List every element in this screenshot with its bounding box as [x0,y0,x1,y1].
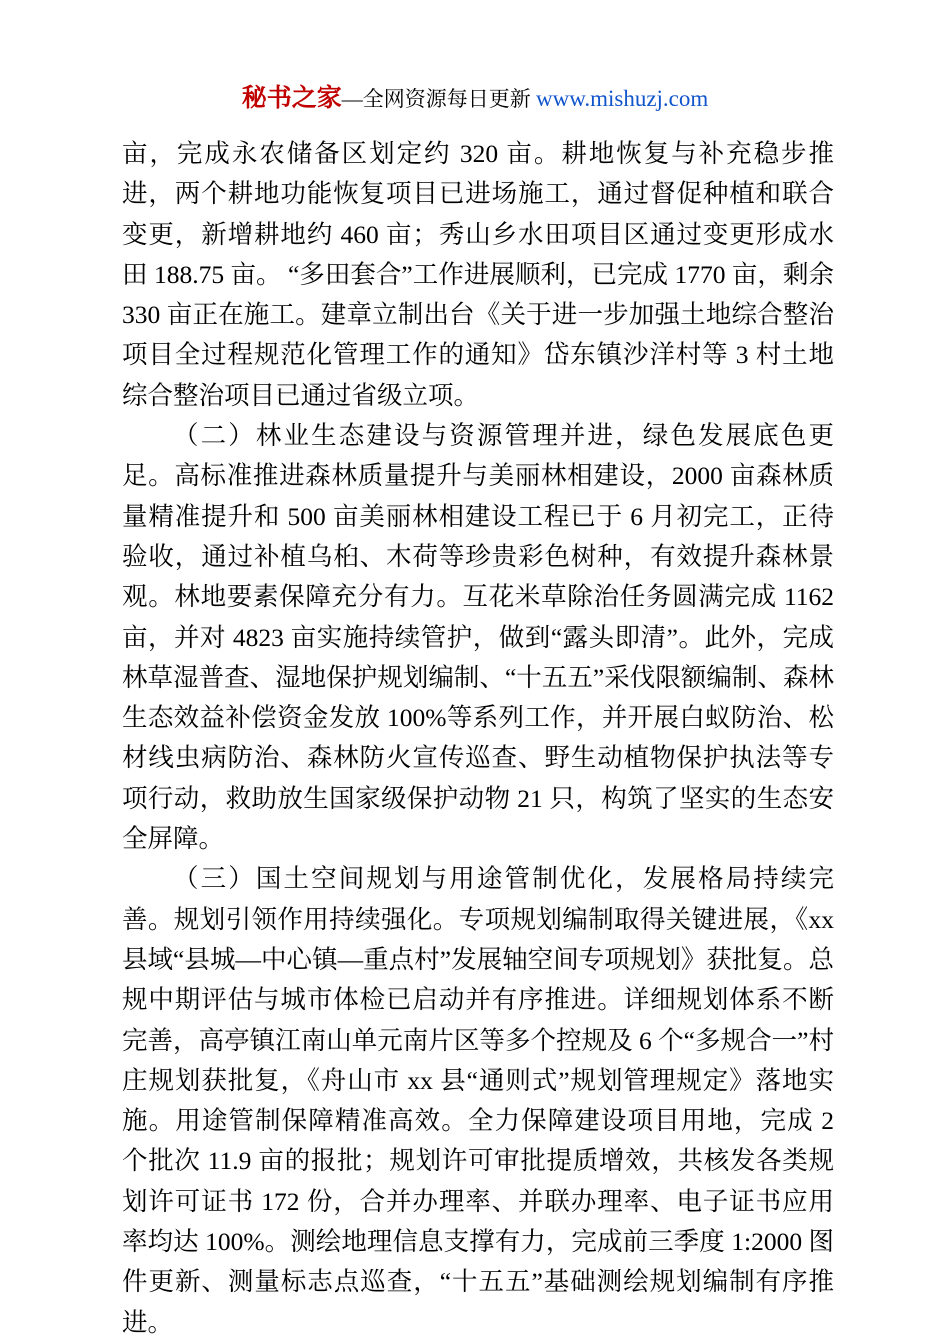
site-brand-name: 秘书之家 [241,85,342,112]
site-watermark-header [0,78,950,114]
paragraph-1: 亩，完成永农储备区划定约 320 亩。耕地恢复与补充稳步推进，两个耕地功能恢复项目已进场施工，通过督促种植和联合变更，新增耕地约 460 亩；秀山乡水田项目区通过变更形成水田 188.75 亩。 “多田套合”工作进展顺利，已完成 1770 亩，剩余 330 亩正在施工。建章立制出台《关于进一步加强土地综合整治项目全过程规范化管理工作的通知》岱东镇沙洋村等 3 村土地综合整治项目已通过省级立项。 [122,139,834,410]
paragraph-2: （二）林业生态建设与资源管理并进，绿色发展底色更足。高标准推进森林质量提升与美丽林相建设，2000 亩森林质量精准提升和 500 亩美丽林相建设工程已于 6 月初完工，正待验收，通过补植乌桕、木荷等珍贵彩色树种，有效提升森林景观。林地要素保障充分有力。互花米草除治任务圆满完成 1162 亩，并对 4823 亩实施持续管护，做到“露头即清”。此外，完成林草湿普查、湿地保护规划编制、“十五五”采伐限额编制、森林生态效益补偿资金发放 100%等系列工作，并开展白蚁防治、松材线虫病防治、森林防火宣传巡查、野生动植物保护执法等专项行动，救助放生国家级保护动物 21 只，构筑了坚实的生态安全屏障。 [122,421,834,854]
document-body [122,134,834,1343]
paragraph-3: （三）国土空间规划与用途管制优化，发展格局持续完善。规划引领作用持续强化。专项规划编制取得关键进展，《xx 县域“县城—中心镇—重点村”发展轴空间专项规划》获批复。总规中期评估与城市体检已启动并有序推进。详细规划体系不断完善，高亭镇江南山单元南片区等多个控规及 6 个“多规合一”村庄规划获批复，《舟山市 xx 县“通则式”规划管理规定》落地实施。用途管制保障精准高效。全力保障建设项目用地，完成 2 个批次 11.9 亩的报批；规划许可审批提质增效，共核发各类规划许可证书 172 份，合并办理率、并联办理率、电子证书应用率均达 100%。测绘地理信息支撑有力，完成前三季度 1:2000 图件更新、测量标志点巡查，“十五五”基础测绘规划编制有序推进。 [122,864,834,1337]
site-tagline: —全网资源每日更新 [341,87,536,111]
site-url-link[interactable]: www.mishuzj.com [536,86,709,111]
